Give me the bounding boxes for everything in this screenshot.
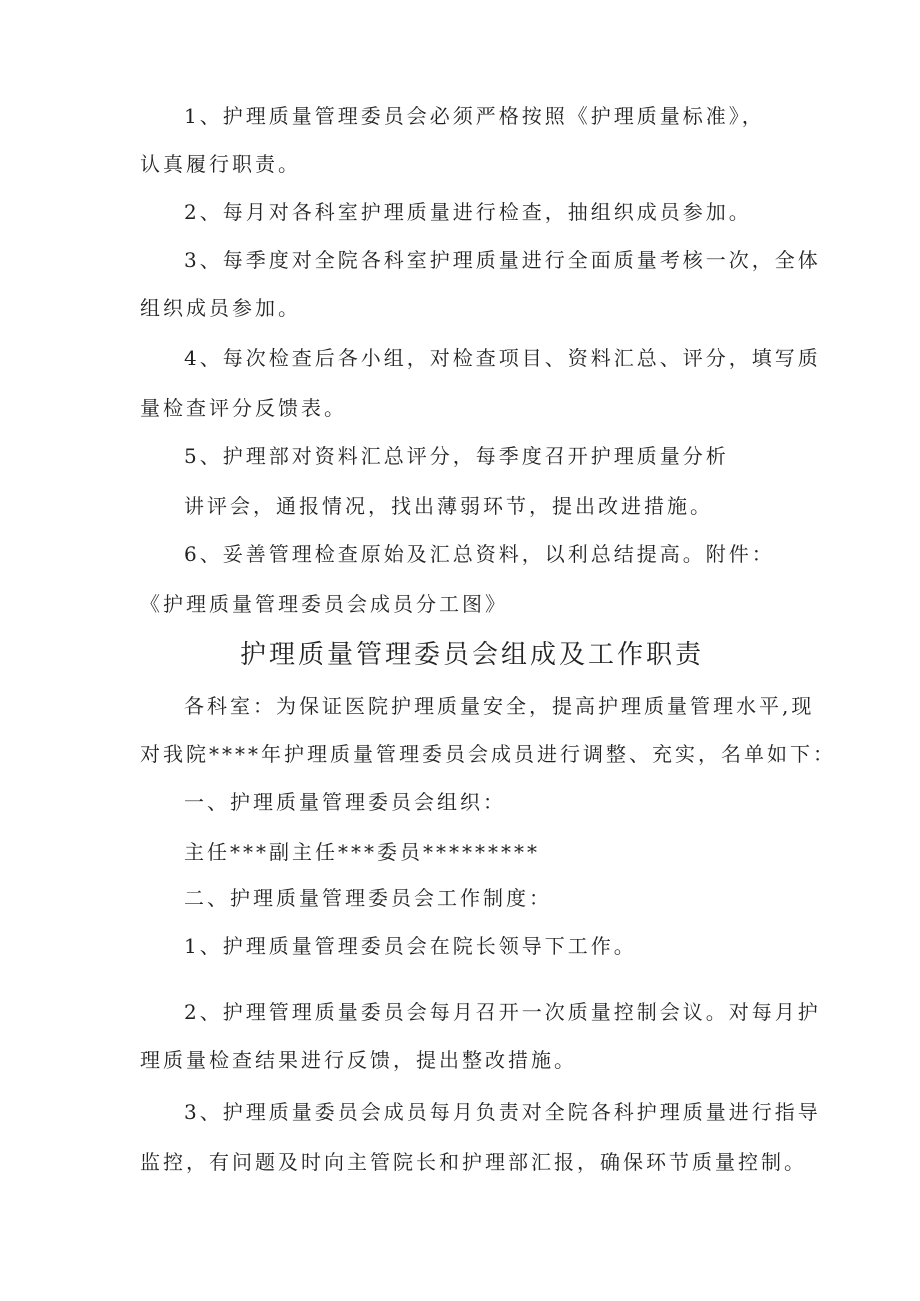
system-item-3-line-1: 3、护理质量委员会成员每月负责对全院各科护理质量进行指导 (184, 1100, 821, 1124)
rule-4-line-1: 4、每次检查后各小组，对检查项目、资料汇总、评分，填写质 (184, 346, 821, 370)
system-item-2-line-2: 理质量检查结果进行反馈，提出整改措施。 (140, 1048, 577, 1072)
section-title: 护理质量管理委员会组成及工作职责 (240, 640, 705, 670)
system-item-1: 1、护理质量管理委员会在院长领导下工作。 (184, 934, 637, 958)
heading-work-system: 二、护理质量管理委员会工作制度： (184, 886, 552, 910)
system-item-3-line-2: 监控，有问题及时向主管院长和护理部汇报，确保环节质量控制。 (140, 1150, 807, 1174)
system-item-2-line-1: 2、护理管理质量委员会每月召开一次质量控制会议。对每月护 (184, 1000, 821, 1024)
rule-1-line-2: 认真履行职责。 (140, 152, 301, 176)
rule-5-line-2: 讲评会，通报情况，找出薄弱环节，提出改进措施。 (184, 494, 713, 518)
rule-3-line-1: 3、每季度对全院各科室护理质量进行全面质量考核一次，全体 (184, 248, 821, 272)
rule-6-line-1: 6、妥善管理检查原始及汇总资料，以利总结提高。附件： (184, 542, 775, 566)
member-list: 主任***副主任***委员********* (184, 840, 540, 864)
notice-line-1: 各科室：为保证医院护理质量安全，提高护理质量管理水平,现 (184, 694, 815, 718)
rule-3-line-2: 组织成员参加。 (140, 296, 301, 320)
attachment-title: 《护理质量管理委员会成员分工图》 (140, 592, 508, 616)
rule-5-line-1: 5、护理部对资料汇总评分，每季度召开护理质量分析 (184, 444, 729, 468)
heading-organization: 一、护理质量管理委员会组织： (184, 790, 506, 814)
rule-4-line-2: 量检查评分反馈表。 (140, 396, 347, 420)
rule-1-line-1: 1、护理质量管理委员会必须严格按照《护理质量标准》， (184, 104, 765, 128)
notice-line-2: 对我院****年护理质量管理委员会成员进行调整、充实，名单如下： (140, 742, 836, 766)
rule-2-line: 2、每月对各科室护理质量进行检查，抽组织成员参加。 (184, 200, 752, 224)
